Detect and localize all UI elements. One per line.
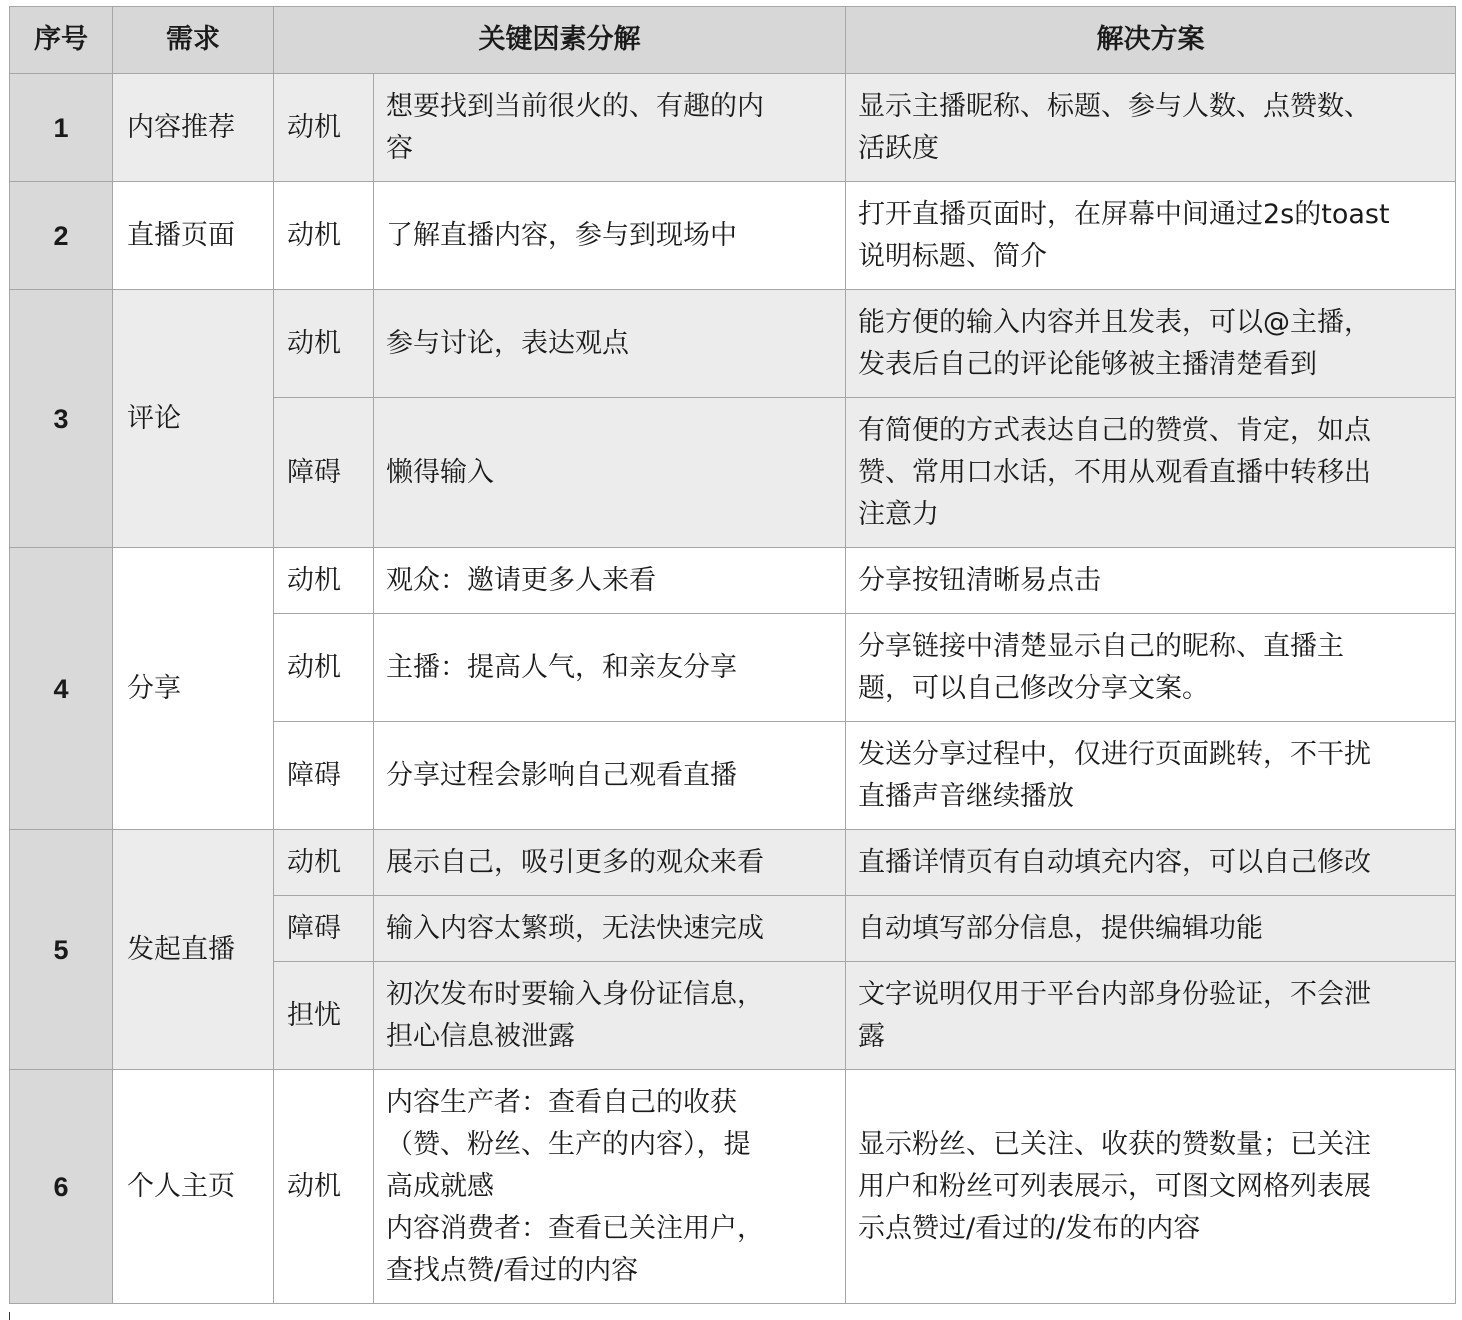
factor-detail: 输入内容太繁琐，无法快速完成 xyxy=(374,896,846,962)
row-need: 分享 xyxy=(113,548,274,830)
factor-type: 障碍 xyxy=(274,896,374,962)
table-row xyxy=(10,548,1456,614)
requirements-table xyxy=(9,6,1456,1304)
solution-cell: 自动填写部分信息，提供编辑功能 xyxy=(846,896,1456,962)
header-index: 序号 xyxy=(10,7,113,74)
factor-detail: 分享过程会影响自己观看直播 xyxy=(374,722,846,830)
row-index: 1 xyxy=(10,74,113,182)
solution-cell: 分享链接中清楚显示自己的昵称、直播主 题，可以自己修改分享文案。 xyxy=(846,614,1456,722)
factor-detail: 想要找到当前很火的、有趣的内 容 xyxy=(374,74,846,182)
factor-type: 动机 xyxy=(274,548,374,614)
row-index: 4 xyxy=(10,548,113,830)
table-row xyxy=(10,290,1456,398)
row-need: 个人主页 xyxy=(113,1070,274,1304)
solution-cell: 打开直播页面时，在屏幕中间通过2s的toast 说明标题、简介 xyxy=(846,182,1456,290)
row-need: 评论 xyxy=(113,290,274,548)
solution-cell: 显示粉丝、已关注、收获的赞数量；已关注 用户和粉丝可列表展示，可图文网格列表展 示点赞过/看过的/发布的内容 xyxy=(846,1070,1456,1304)
row-need: 发起直播 xyxy=(113,830,274,1070)
factor-type: 动机 xyxy=(274,614,374,722)
factor-type: 动机 xyxy=(274,182,374,290)
row-index: 3 xyxy=(10,290,113,548)
factor-type: 动机 xyxy=(274,290,374,398)
table-header-row xyxy=(10,7,1456,74)
edge-tick-mark xyxy=(9,1312,10,1320)
solution-cell: 显示主播昵称、标题、参与人数、点赞数、 活跃度 xyxy=(846,74,1456,182)
solution-cell: 发送分享过程中，仅进行页面跳转，不干扰 直播声音继续播放 xyxy=(846,722,1456,830)
factor-detail: 初次发布时要输入身份证信息， 担心信息被泄露 xyxy=(374,962,846,1070)
row-need: 直播页面 xyxy=(113,182,274,290)
factor-type: 障碍 xyxy=(274,398,374,548)
factor-detail: 懒得输入 xyxy=(374,398,846,548)
factor-detail: 内容生产者：查看自己的收获 （赞、粉丝、生产的内容），提 高成就感 内容消费者：查看已关注用户， 查找点赞/看过的内容 xyxy=(374,1070,846,1304)
factor-type: 动机 xyxy=(274,1070,374,1304)
header-need: 需求 xyxy=(113,7,274,74)
solution-cell: 直播详情页有自动填充内容，可以自己修改 xyxy=(846,830,1456,896)
solution-cell: 能方便的输入内容并且发表，可以@主播， 发表后自己的评论能够被主播清楚看到 xyxy=(846,290,1456,398)
factor-detail: 观众：邀请更多人来看 xyxy=(374,548,846,614)
factor-detail: 展示自己，吸引更多的观众来看 xyxy=(374,830,846,896)
table-row xyxy=(10,830,1456,896)
solution-cell: 文字说明仅用于平台内部身份验证，不会泄 露 xyxy=(846,962,1456,1070)
factor-type: 担忧 xyxy=(274,962,374,1070)
row-index: 5 xyxy=(10,830,113,1070)
header-factors: 关键因素分解 xyxy=(274,7,846,74)
factor-type: 动机 xyxy=(274,830,374,896)
factor-detail: 了解直播内容，参与到现场中 xyxy=(374,182,846,290)
table-row xyxy=(10,1070,1456,1304)
row-index: 6 xyxy=(10,1070,113,1304)
header-solution: 解决方案 xyxy=(846,7,1456,74)
row-index: 2 xyxy=(10,182,113,290)
table-row xyxy=(10,74,1456,182)
factor-type: 动机 xyxy=(274,74,374,182)
solution-cell: 有简便的方式表达自己的赞赏、肯定，如点 赞、常用口水话，不用从观看直播中转移出 注意力 xyxy=(846,398,1456,548)
factor-type: 障碍 xyxy=(274,722,374,830)
factor-detail: 参与讨论，表达观点 xyxy=(374,290,846,398)
factor-detail: 主播：提高人气，和亲友分享 xyxy=(374,614,846,722)
requirements-table-container xyxy=(9,6,1456,1304)
row-need: 内容推荐 xyxy=(113,74,274,182)
table-row xyxy=(10,182,1456,290)
solution-cell: 分享按钮清晰易点击 xyxy=(846,548,1456,614)
